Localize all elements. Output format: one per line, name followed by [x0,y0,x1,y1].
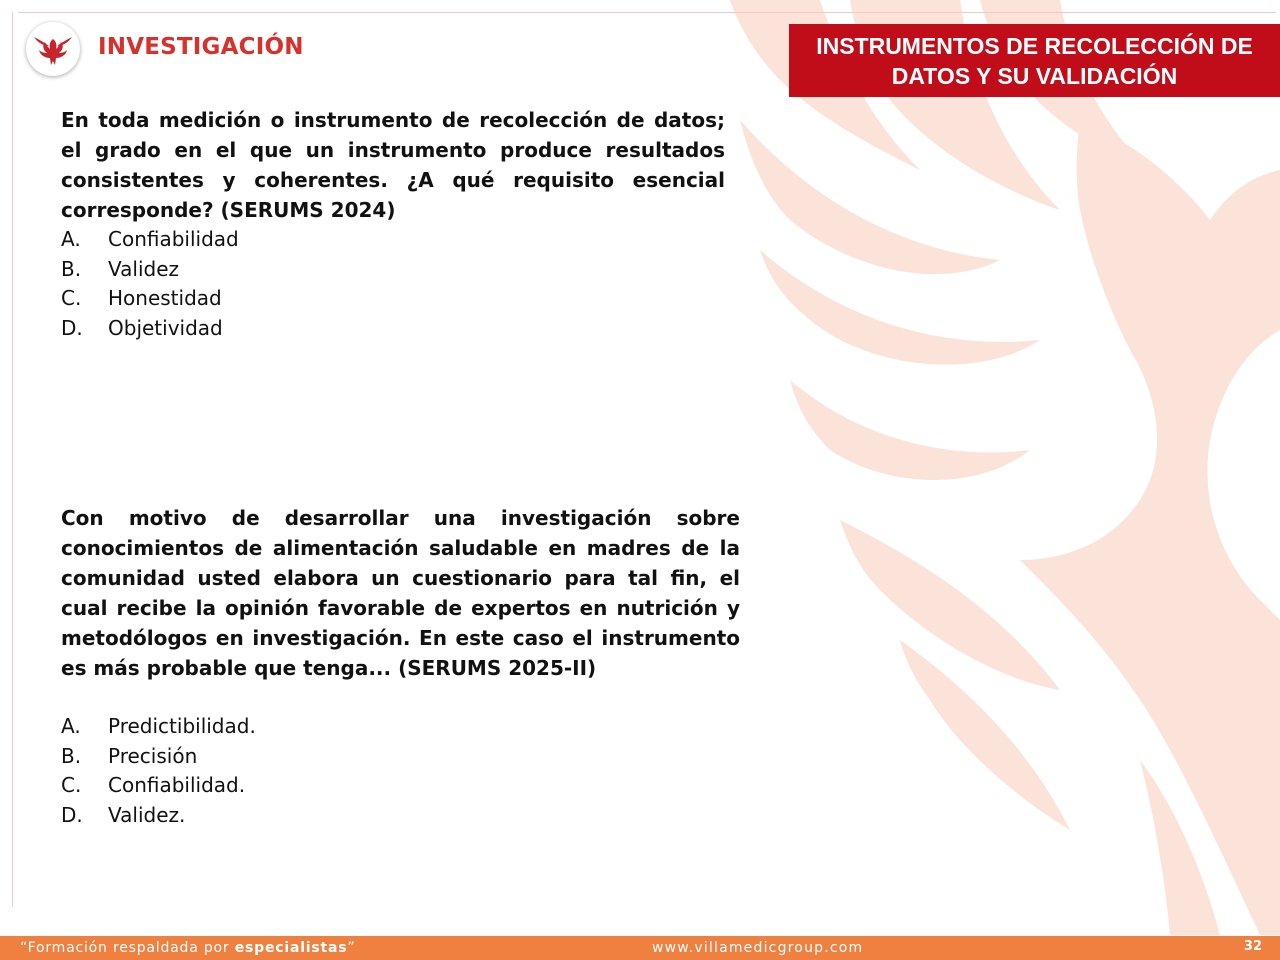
option-item [61,225,239,255]
option-item [61,771,256,801]
question-2-text: Con motivo de desarrollar una investigación sobre conocimientos de alimentación saludable en madres de la comunidad usted elabora un cuestionario para tal fin, el cual recibe la opinión favorable de expertos en nutrición y metodólogos en investigación. En este caso el instrumento es más probable que tenga... (SERUMS 2025-II) [61,506,740,680]
option-text: Validez. [108,803,186,828]
question-1-options [61,225,239,344]
option-text: Validez [108,256,179,281]
top-border-line [18,12,1276,13]
option-letter: D. [61,803,83,828]
option-item [61,742,256,772]
option-letter: C. [61,286,82,311]
slide-title: INSTRUMENTOS DE RECOLECCIÓN DE DATOS Y SU VALIDACIÓN [816,32,1253,89]
phoenix-logo-icon [26,22,80,76]
option-text: Confiabilidad. [108,773,246,798]
question-1-text: En toda medición o instrumento de recolección de datos; el grado en el que un instrumento produce resultados consistentes y coherentes. ¿A qué requisito esencial corresponde? (SERUMS 2024) [61,108,725,222]
footer-slogan-suffix: ” [347,940,356,956]
option-item [61,712,256,742]
footer-slogan-prefix: “Formación respaldada por [20,940,235,956]
option-text: Predictibilidad. [108,714,256,738]
option-text: Objetividad [108,316,223,341]
option-letter: B. [61,256,82,281]
footer-bar [0,936,1280,960]
option-text: Honestidad [108,286,222,311]
option-text: Confiabilidad [108,227,239,251]
footer-slogan [20,940,355,956]
option-item [61,314,239,344]
option-letter: A. [61,227,81,251]
option-letter: C. [61,773,82,798]
option-letter: B. [61,743,82,768]
option-item [61,801,256,831]
footer-slogan-bold: especialistas [234,940,348,956]
option-item [61,255,239,285]
option-letter: D. [61,316,83,341]
option-letter: A. [61,714,81,738]
slide-title-banner [789,24,1280,97]
option-item [61,284,239,314]
footer-website-link[interactable]: www.villamedicgroup.com [652,940,864,956]
phoenix-watermark-icon [700,0,1280,935]
option-text: Precisión [108,743,198,768]
question-2-options [61,712,256,831]
left-border-line [12,12,13,907]
section-label: INVESTIGACIÓN [98,34,304,60]
page-number: 32 [1243,939,1262,954]
